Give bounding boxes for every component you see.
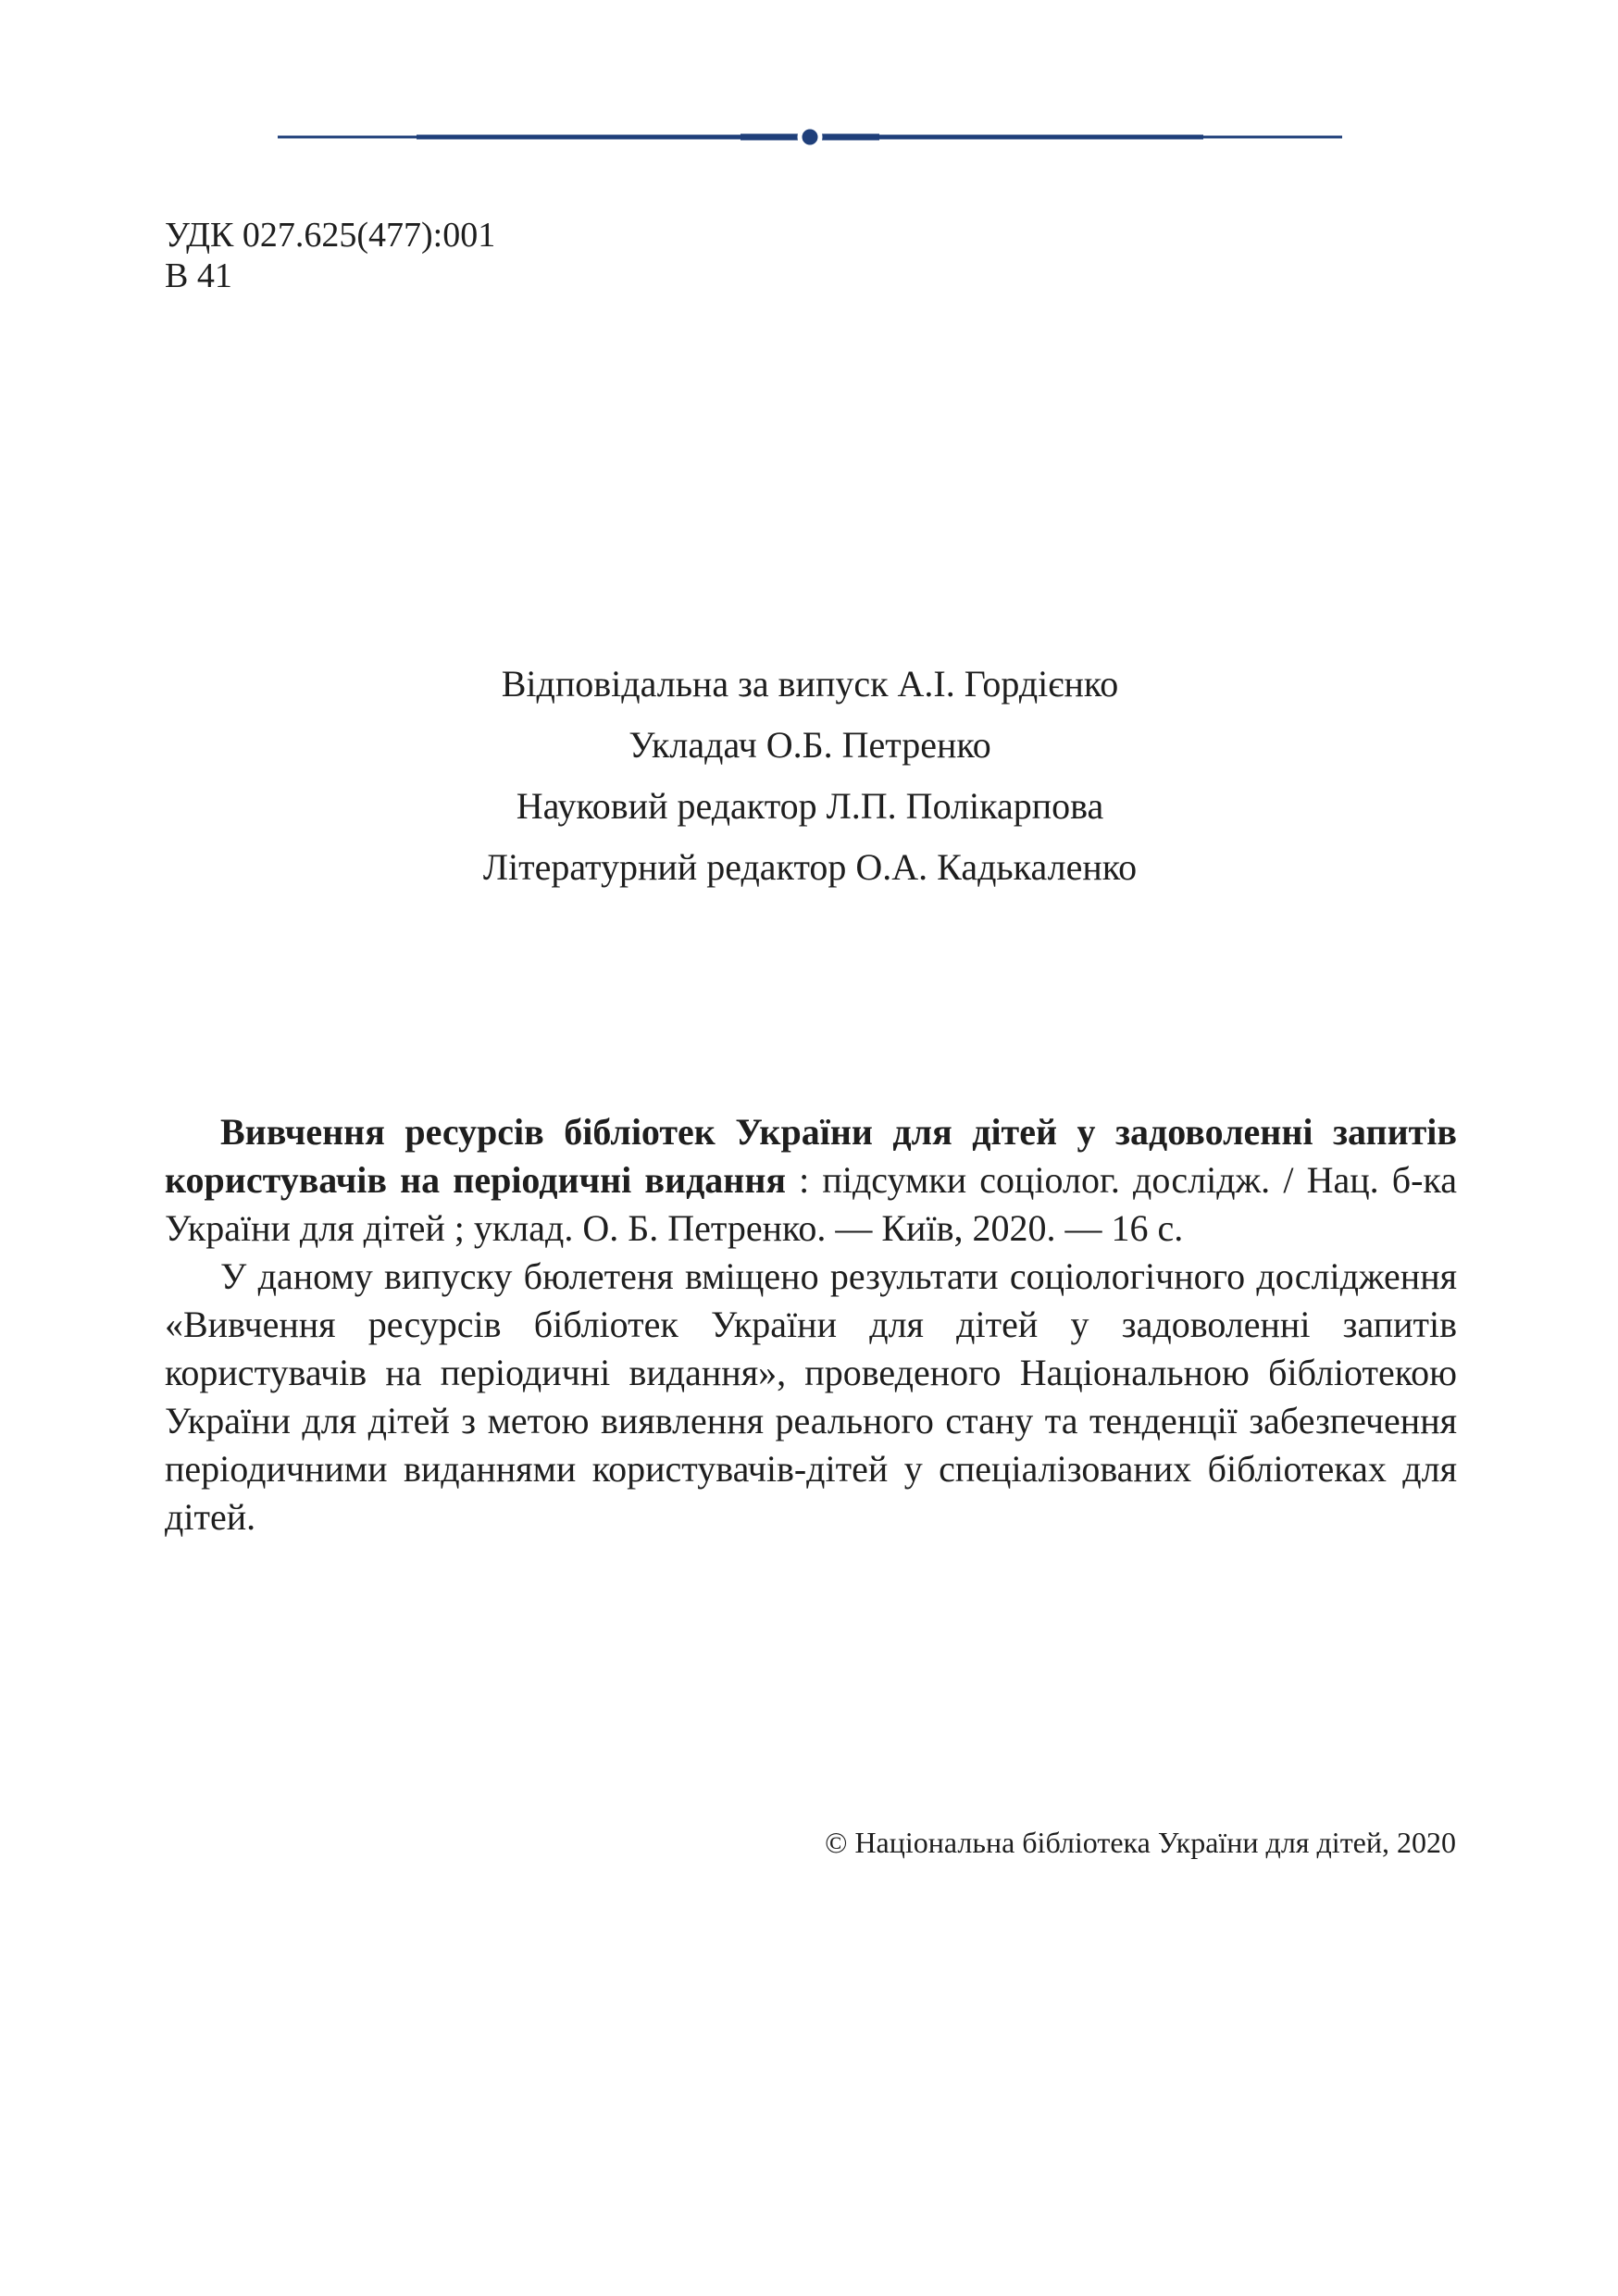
credit-responsible: Відповідальна за випуск А.І. Гордієнко xyxy=(501,663,1119,705)
credit-scientific-editor: Науковий редактор Л.П. Полікарпова xyxy=(516,785,1104,827)
bibliographic-block xyxy=(165,1108,1457,1541)
author-mark: В 41 xyxy=(165,256,232,295)
credit-literary-editor: Літературний редактор О.А. Кадькаленко xyxy=(482,846,1138,888)
credit-compiler: Укладач О.Б. Петренко xyxy=(629,724,991,766)
ornament-dot-icon xyxy=(800,127,820,147)
credits-block xyxy=(222,654,1398,898)
udc-block xyxy=(165,215,495,296)
udc-code: УДК 027.625(477):001 xyxy=(165,216,496,255)
annotation: У даному випуску бюлетеня вміщено результати соціологічного дослідження «Вивчення ресурсів бібліотек України для дітей у задоволенні запитів користувачів на періодичні видання», проведеного Національною бібліотекою України для дітей з метою виявлення реального стану та тенденції забезпечення періодичними виданнями користувачів-дітей у спеціалізованих бібліотеках для дітей. xyxy=(165,1255,1457,1538)
copyright-notice: © Національна бібліотека України для дітей, 2020 xyxy=(825,1826,1456,1859)
header-ornament xyxy=(278,126,1342,148)
publication-description: : підсумки соціолог. дослідж. / Нац. б-ка України для дітей ; уклад. О. Б. Петренко. — Київ, 2020. — 16 с. xyxy=(165,1159,1458,1249)
publication-title: Вивчення ресурсів бібліотек України для дітей у задоволенні запитів користувачів на періодичні видання xyxy=(165,1111,1457,1201)
bibliographic-record xyxy=(165,1108,1457,1253)
